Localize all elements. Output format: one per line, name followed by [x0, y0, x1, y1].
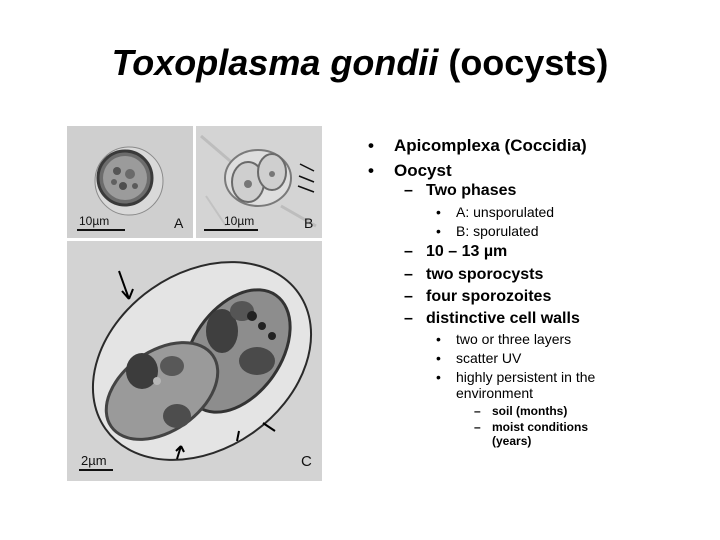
bullet-text: Apicomplexa (Coccidia): [394, 136, 587, 155]
micrograph-panel-c: [67, 241, 322, 481]
scale-label-c: 2µm: [81, 453, 107, 468]
micrograph-panel-b: [196, 126, 322, 238]
bullet-mark: •: [368, 136, 374, 155]
micrograph-panel-a: [67, 126, 193, 238]
dash-mark: –: [404, 243, 413, 260]
scale-label-b: 10µm: [224, 214, 255, 228]
bullet-mark: •: [368, 161, 374, 180]
bullet-mark: •: [436, 350, 441, 366]
title-suffix: (oocysts): [438, 42, 609, 83]
dash-mark: –: [404, 310, 413, 327]
subbullet-text: distinctive cell walls: [426, 310, 580, 327]
subsub-text: A: unsporulated: [456, 204, 555, 220]
subbullet-text: two sporocysts: [426, 266, 544, 283]
bullet-mark: •: [436, 331, 441, 347]
oocyst-electron-micrograph: [67, 241, 322, 481]
subsub-text-continued: environment: [456, 385, 534, 401]
subbullet-text: 10 – 13 µm: [426, 243, 508, 260]
detail-text: moist conditions: [492, 420, 588, 434]
bullet-mark: •: [436, 369, 441, 385]
subbullet-text: four sporozoites: [426, 288, 552, 305]
panel-letter-c: C: [301, 453, 312, 470]
bullet-mark: •: [436, 223, 441, 239]
panel-letter-a: A: [174, 215, 184, 231]
dash-mark: –: [474, 420, 481, 434]
subsub-text: highly persistent in the: [456, 369, 596, 385]
bullet-mark: •: [436, 204, 441, 220]
bullet-text: Oocyst: [394, 161, 452, 180]
subsub-text: scatter UV: [456, 350, 522, 366]
title-species: Toxoplasma gondii: [111, 42, 439, 83]
detail-text-continued: (years): [492, 434, 532, 448]
dash-mark: –: [404, 182, 413, 199]
dash-mark: –: [404, 266, 413, 283]
panel-letter-b: B: [304, 215, 314, 231]
scale-label-a: 10µm: [79, 214, 110, 228]
detail-text: soil (months): [492, 404, 568, 418]
subbullet-text: Two phases: [426, 182, 517, 199]
subsub-text: two or three layers: [456, 331, 572, 347]
subsub-text: B: sporulated: [456, 223, 539, 239]
dash-mark: –: [474, 404, 481, 418]
slide-title: [0, 42, 720, 84]
dash-mark: –: [404, 288, 413, 305]
